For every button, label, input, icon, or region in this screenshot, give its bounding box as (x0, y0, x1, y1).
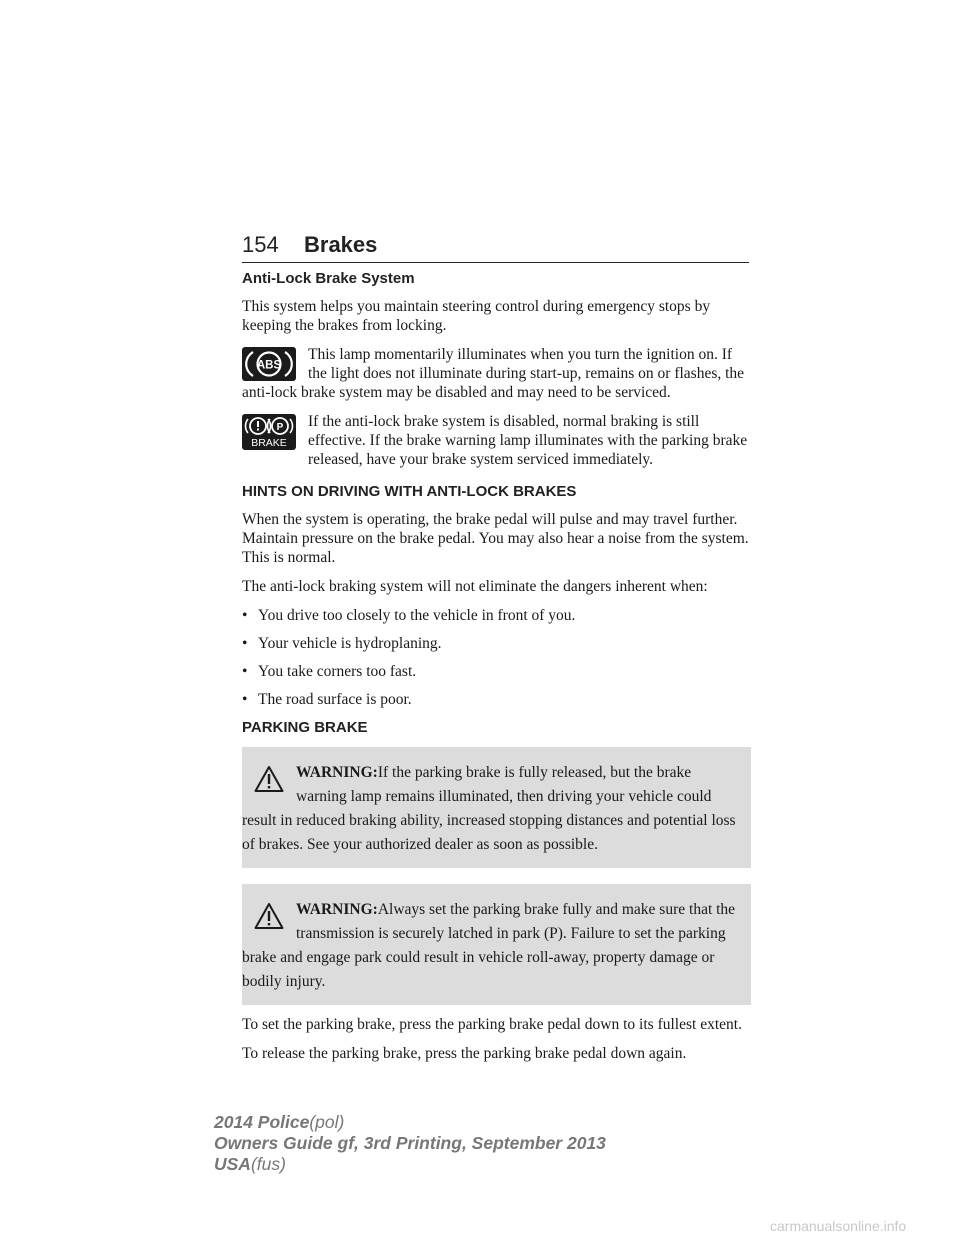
abs-lamp-text: This lamp momentarily illuminates when you turn the ignition on. If the light does not illuminate during start-up, remains on or flashes, the anti-lock brake system may be disabled and may need to be serviced. (242, 346, 745, 401)
brake-warning-lamp-icon (242, 414, 296, 450)
list-item: • Your vehicle is hydroplaning. (242, 635, 442, 652)
abs-lamp-block (242, 345, 751, 402)
warning-triangle-icon (254, 902, 284, 930)
footer-model: 2014 Police (214, 1112, 310, 1132)
page-header (242, 232, 749, 263)
parking-release-paragraph: To release the parking brake, press the parking brake pedal down again. (242, 1045, 687, 1062)
warning-text: Always set the parking brake fully and make sure that the transmission is securely latched in park (P). Failure to set the parking brake and engage park could result in vehicle roll-away, property damage or bodily injury. (242, 901, 736, 990)
abs-warning-lamp-icon (242, 347, 296, 381)
hints-paragraph-1: When the system is operating, the brake pedal will pulse and may travel further. Maintain pressure on the brake pedal. You may also hear a noise from the system. This is normal. (242, 511, 749, 566)
watermark-text: carmanualsonline.info (770, 1218, 907, 1234)
footer-model-code: (pol) (309, 1112, 345, 1132)
hints-bullet-list (242, 606, 751, 709)
page-content (242, 270, 751, 1073)
brake-lamp-block (242, 412, 751, 469)
section-title: Brakes (304, 232, 378, 257)
footer-guide-info: Owners Guide gf, 3rd Printing, September 2013 (214, 1133, 606, 1153)
hints-heading: HINTS ON DRIVING WITH ANTI-LOCK BRAKES (242, 483, 577, 500)
warning-label: WARNING: (296, 901, 378, 918)
abs-lamp-label: ABS (256, 359, 282, 372)
page-number: 154 (242, 232, 279, 257)
abs-intro: This system helps you maintain steering control during emergency stops by keeping the brakes from locking. (242, 298, 711, 334)
brake-lamp-text: If the anti-lock brake system is disabled, normal braking is still effective. If the brake warning lamp illuminates with the parking brake released, have your brake system serviced immediately. (308, 413, 748, 468)
warning-text: If the parking brake is fully released, but the brake warning lamp remains illuminated, then driving your vehicle could result in reduced braking ability, increased stopping distances and potential loss of brakes. See your authorized dealer as soon as possible. (242, 764, 736, 853)
list-item: • You take corners too fast. (242, 663, 417, 680)
page-footer (214, 1112, 606, 1175)
footer-market: USA (214, 1154, 251, 1174)
parking-brake-heading: PARKING BRAKE (242, 719, 368, 736)
footer-market-code: (fus) (250, 1154, 286, 1174)
brake-lamp-label: BRAKE (251, 437, 287, 449)
hints-paragraph-2: The anti-lock braking system will not eliminate the dangers inherent when: (242, 578, 708, 595)
warning-box-1 (242, 747, 751, 868)
list-item: • The road surface is poor. (242, 691, 412, 708)
list-item: • You drive too closely to the vehicle in front of you. (242, 607, 576, 624)
svg-text:P: P (276, 422, 284, 433)
warning-label: WARNING: (296, 764, 378, 781)
abs-heading: Anti-Lock Brake System (242, 270, 415, 287)
warning-box-2 (242, 884, 751, 1005)
parking-set-paragraph: To set the parking brake, press the parking brake pedal down to its fullest extent. (242, 1016, 742, 1033)
warning-triangle-icon (254, 765, 284, 793)
